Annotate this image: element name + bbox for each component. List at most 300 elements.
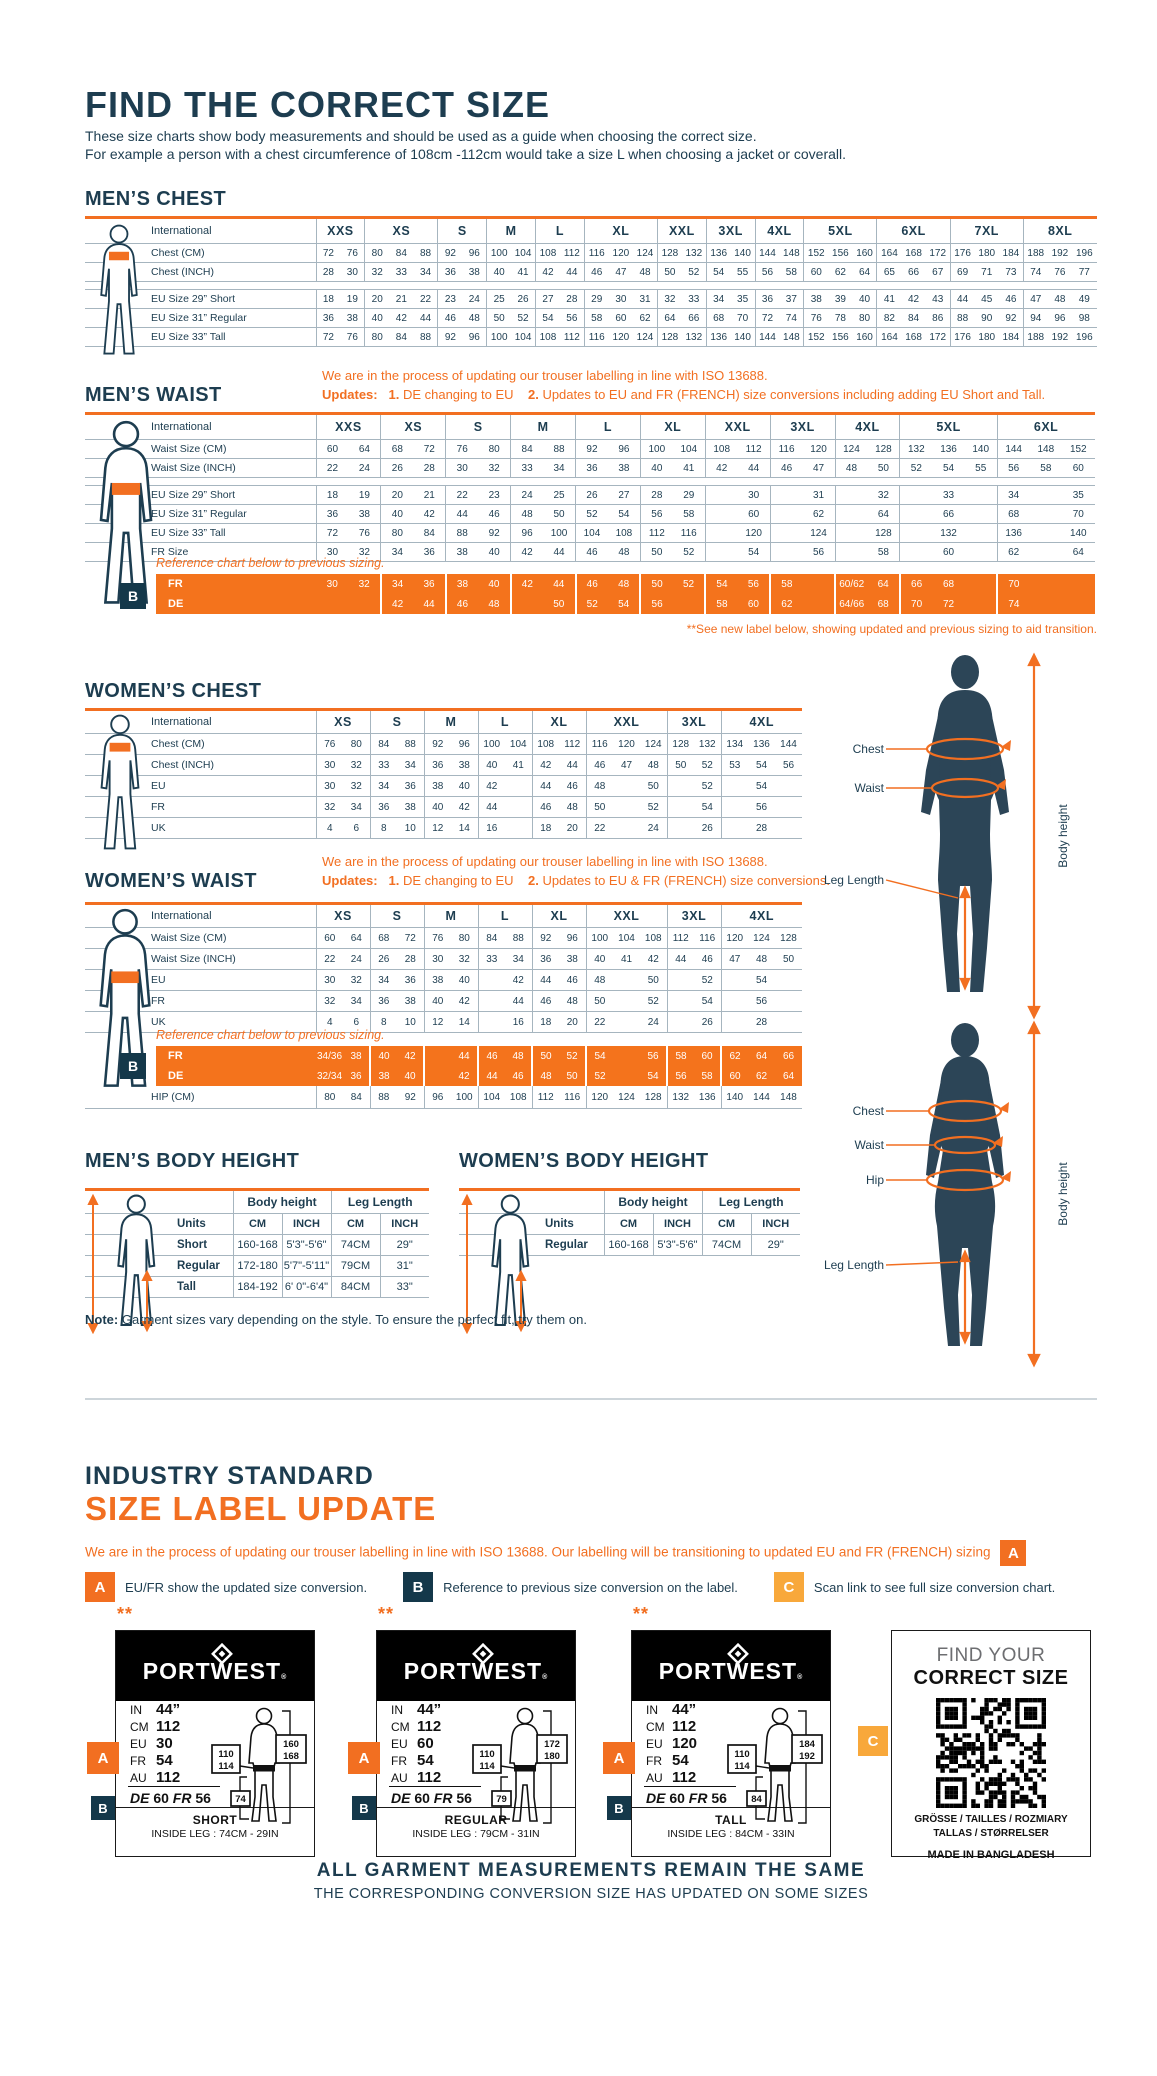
size-value: 48 bbox=[586, 970, 613, 991]
size-value: 18 bbox=[316, 290, 340, 309]
size-value: 38 bbox=[446, 543, 478, 562]
size-value: 50 bbox=[532, 1046, 559, 1066]
size-value: 148 bbox=[779, 244, 803, 263]
size-value: 64 bbox=[343, 928, 370, 949]
size-value: 56 bbox=[803, 543, 835, 562]
size-value: 40 bbox=[478, 574, 510, 594]
size-value: 60/62 bbox=[835, 574, 867, 594]
badge-c: C bbox=[858, 1726, 888, 1756]
size-value: 54 bbox=[694, 991, 721, 1012]
size-value: 36 bbox=[438, 263, 462, 282]
size-value: 24 bbox=[640, 818, 667, 839]
size-value: 72 bbox=[932, 594, 964, 614]
size-value: 47 bbox=[609, 263, 633, 282]
size-value: 40 bbox=[853, 290, 877, 309]
qr-find-text: FIND YOUR bbox=[936, 1645, 1046, 1666]
size-value: 96 bbox=[608, 440, 640, 459]
size-value: 38 bbox=[424, 776, 451, 797]
badge-b: B bbox=[120, 583, 146, 609]
size-value: 56 bbox=[748, 797, 775, 818]
table-row bbox=[85, 928, 802, 949]
size-value bbox=[775, 776, 802, 797]
portwest-logo: PORTWEST® bbox=[116, 1631, 314, 1701]
size-value: 40 bbox=[451, 776, 478, 797]
intro-line-1: These size charts show body measurements and should be used as a guide when choosing the correct size. bbox=[85, 128, 757, 144]
size-value: 176 bbox=[950, 328, 974, 347]
size-value: 67 bbox=[926, 263, 950, 282]
size-value: 52 bbox=[640, 797, 667, 818]
size-column-header: 5XL bbox=[900, 414, 997, 440]
size-value: 58 bbox=[770, 574, 802, 594]
size-value: 54 bbox=[586, 1046, 613, 1066]
size-value: 68 bbox=[370, 928, 397, 949]
size-column-header: S bbox=[446, 414, 511, 440]
size-value: 168 bbox=[901, 328, 925, 347]
size-value: 34 bbox=[370, 970, 397, 991]
mens-body-height-heading: MEN’S BODY HEIGHT bbox=[85, 1150, 300, 1172]
bh-value: 29" bbox=[380, 1235, 429, 1256]
size-value bbox=[705, 543, 737, 562]
size-value: 136 bbox=[706, 244, 730, 263]
size-value: 40 bbox=[424, 991, 451, 1012]
size-value: 38 bbox=[424, 970, 451, 991]
size-value: 46 bbox=[446, 594, 478, 614]
size-value: 136 bbox=[706, 328, 730, 347]
label-size-row: IN 44” bbox=[391, 1701, 442, 1718]
size-value: 32 bbox=[478, 459, 510, 478]
size-value: 94 bbox=[1023, 309, 1047, 328]
badge-a: A bbox=[603, 1742, 635, 1774]
row-label: FR Size bbox=[85, 543, 316, 562]
size-value: 132 bbox=[900, 440, 932, 459]
size-value: 112 bbox=[559, 734, 586, 755]
mens-ref-intro: Reference chart below to previous sizing. bbox=[156, 556, 385, 570]
size-value: 29 bbox=[584, 290, 608, 309]
size-value: 82 bbox=[877, 309, 901, 328]
size-column-header: 6XL bbox=[877, 218, 950, 244]
size-value: 20 bbox=[559, 818, 586, 839]
update-note-line2: Updates: 1. DE changing to EU 2. Updates to EU & FR (FRENCH) size conversions. bbox=[322, 873, 830, 888]
size-value: 30 bbox=[738, 486, 770, 505]
mens-waist-heading: MEN’S WAIST bbox=[85, 384, 222, 406]
size-value: 40 bbox=[478, 755, 505, 776]
size-value: 112 bbox=[640, 524, 672, 543]
bh-value: 29" bbox=[751, 1235, 800, 1256]
size-value: 188 bbox=[1023, 328, 1047, 347]
male-chest-figure-icon bbox=[92, 224, 146, 364]
page-title: FIND THE CORRECT SIZE bbox=[85, 84, 551, 125]
size-value: 14 bbox=[451, 818, 478, 839]
size-value: 50 bbox=[559, 1066, 586, 1086]
size-value: 46 bbox=[505, 1066, 532, 1086]
size-value: 96 bbox=[462, 328, 486, 347]
size-value: 46 bbox=[478, 1046, 505, 1066]
size-value: 48 bbox=[505, 1046, 532, 1066]
size-value bbox=[775, 818, 802, 839]
size-value: 86 bbox=[926, 309, 950, 328]
bh-unit: INCH bbox=[653, 1214, 702, 1235]
size-value: 70 bbox=[900, 594, 932, 614]
female-chest-figure-icon bbox=[92, 714, 148, 859]
size-value: 74 bbox=[997, 594, 1029, 614]
size-value: 33 bbox=[932, 486, 964, 505]
size-value: 120 bbox=[613, 734, 640, 755]
size-value: 38 bbox=[370, 1066, 397, 1086]
size-value: 54 bbox=[608, 594, 640, 614]
label-size-row: AU 112 bbox=[646, 1769, 697, 1786]
womens-previous-sizing-table bbox=[156, 1046, 802, 1086]
size-value: 21 bbox=[389, 290, 413, 309]
womens-hip-row bbox=[85, 1086, 802, 1109]
size-value: 30 bbox=[316, 970, 343, 991]
size-value: 74 bbox=[1023, 263, 1047, 282]
label-size-figure bbox=[210, 1705, 310, 1829]
update-note-line1: We are in the process of updating our trouser labelling in line with ISO 13688. bbox=[322, 854, 768, 869]
size-value: 58 bbox=[705, 594, 737, 614]
badge-b: B bbox=[120, 1053, 146, 1079]
size-value: 22 bbox=[586, 818, 613, 839]
bh-value: 79CM bbox=[331, 1256, 380, 1277]
size-value: 34 bbox=[543, 459, 575, 478]
size-value: 18 bbox=[316, 486, 348, 505]
bh-unit: INCH bbox=[282, 1214, 331, 1235]
size-value: 33 bbox=[478, 949, 505, 970]
table-row bbox=[85, 486, 1095, 505]
row-label: DE bbox=[156, 594, 316, 614]
size-value: 48 bbox=[1048, 290, 1072, 309]
table-row bbox=[85, 776, 802, 797]
mens-waist-table bbox=[85, 412, 1095, 562]
size-value: 124 bbox=[640, 734, 667, 755]
size-value: 134 bbox=[721, 734, 748, 755]
size-value: 36 bbox=[532, 949, 559, 970]
size-value: 38 bbox=[451, 755, 478, 776]
size-label-card-tall bbox=[631, 1630, 831, 1857]
size-value: 77 bbox=[1072, 263, 1096, 282]
size-value bbox=[613, 797, 640, 818]
qr-code bbox=[892, 1698, 1090, 1813]
size-value: 72 bbox=[316, 328, 340, 347]
size-value: 32 bbox=[316, 797, 343, 818]
size-value: 29 bbox=[673, 486, 705, 505]
size-value: 53 bbox=[721, 755, 748, 776]
size-value bbox=[803, 574, 835, 594]
previous-sizing-row bbox=[156, 1046, 802, 1066]
male-figure-label: Leg Length bbox=[823, 873, 884, 887]
size-value bbox=[673, 594, 705, 614]
womens-ref-intro: Reference chart below to previous sizing. bbox=[156, 1028, 385, 1042]
size-column-header: XL bbox=[584, 218, 657, 244]
size-value: 40 bbox=[478, 543, 510, 562]
body-height-label: Body height bbox=[1056, 804, 1070, 868]
womens-waist-heading: WOMEN’S WAIST bbox=[85, 870, 257, 892]
size-value bbox=[1030, 486, 1062, 505]
size-value: 30 bbox=[316, 543, 348, 562]
bh-value: 31" bbox=[380, 1256, 429, 1277]
size-value: 72 bbox=[397, 928, 424, 949]
size-value: 84 bbox=[478, 928, 505, 949]
row-label: EU Size 29” Short bbox=[85, 486, 316, 505]
size-value: 76 bbox=[446, 440, 478, 459]
table-row bbox=[85, 244, 1097, 263]
footer-line1: ALL GARMENT MEASUREMENTS REMAIN THE SAME bbox=[316, 1860, 866, 1881]
size-value: 184 bbox=[999, 244, 1023, 263]
badge-b: B bbox=[403, 1572, 433, 1602]
see-label-note: **See new label below, showing updated and previous sizing to aid transition. bbox=[686, 622, 1097, 636]
size-value: 54 bbox=[705, 574, 737, 594]
svg-text:184: 184 bbox=[799, 1739, 815, 1750]
size-value: 41 bbox=[511, 263, 535, 282]
size-value: 26 bbox=[694, 818, 721, 839]
size-value: 56 bbox=[775, 755, 802, 776]
size-value: 140 bbox=[731, 244, 755, 263]
legend-item bbox=[85, 1572, 367, 1602]
portwest-logo: PORTWEST® bbox=[632, 1631, 830, 1701]
size-value: 70 bbox=[731, 309, 755, 328]
label-size-row: FR 54 bbox=[391, 1752, 434, 1769]
size-value: 74 bbox=[779, 309, 803, 328]
row-label: FR bbox=[156, 574, 316, 594]
size-value: 144 bbox=[755, 328, 779, 347]
size-value: 30 bbox=[316, 574, 348, 594]
size-value bbox=[613, 991, 640, 1012]
mens-chest-size-table bbox=[85, 216, 1097, 347]
size-value: 176 bbox=[950, 244, 974, 263]
size-value: 132 bbox=[694, 734, 721, 755]
size-value: 112 bbox=[738, 440, 770, 459]
table-row bbox=[85, 818, 802, 839]
size-value: 168 bbox=[901, 244, 925, 263]
size-value: 124 bbox=[613, 1086, 640, 1109]
size-value: 80 bbox=[451, 928, 478, 949]
size-value: 54 bbox=[608, 505, 640, 524]
row-label: UK bbox=[85, 818, 316, 839]
size-value: 46 bbox=[694, 949, 721, 970]
size-value bbox=[900, 543, 932, 562]
previous-size-line: DE 60 FR 56 bbox=[646, 1790, 727, 1806]
size-column-header: XL bbox=[640, 414, 705, 440]
size-value: 52 bbox=[900, 459, 932, 478]
size-value bbox=[721, 970, 748, 991]
size-value: 28 bbox=[560, 290, 584, 309]
size-value: 42 bbox=[901, 290, 925, 309]
size-value: 88 bbox=[446, 524, 478, 543]
size-value: 88 bbox=[505, 928, 532, 949]
womens-chest-heading: WOMEN’S CHEST bbox=[85, 680, 262, 702]
size-value: 92 bbox=[438, 328, 462, 347]
size-value bbox=[835, 524, 867, 543]
size-value: 62 bbox=[748, 1066, 775, 1086]
size-value: 112 bbox=[532, 1086, 559, 1109]
size-value: 96 bbox=[451, 734, 478, 755]
size-value: 144 bbox=[775, 734, 802, 755]
size-value: 19 bbox=[340, 290, 364, 309]
previous-sizing-row bbox=[156, 594, 1095, 614]
size-value bbox=[667, 776, 694, 797]
size-value: 44 bbox=[505, 991, 532, 1012]
row-label: FR bbox=[85, 797, 316, 818]
label-size-row: CM 112 bbox=[391, 1718, 442, 1735]
size-value: 56 bbox=[755, 263, 779, 282]
size-value: 30 bbox=[316, 755, 343, 776]
size-value: 42 bbox=[511, 543, 543, 562]
size-value: 60 bbox=[932, 543, 964, 562]
size-value bbox=[667, 991, 694, 1012]
size-value: 62 bbox=[997, 543, 1029, 562]
size-value bbox=[835, 486, 867, 505]
svg-text:84: 84 bbox=[751, 1794, 762, 1805]
size-value: 80 bbox=[365, 328, 389, 347]
table-row bbox=[85, 290, 1097, 309]
size-value: 54 bbox=[694, 797, 721, 818]
size-value bbox=[1030, 594, 1062, 614]
size-value: 64 bbox=[867, 574, 899, 594]
row-label: Waist Size (CM) bbox=[85, 928, 316, 949]
size-column-header: L bbox=[478, 904, 532, 928]
size-value: 120 bbox=[609, 328, 633, 347]
size-value: 88 bbox=[370, 1086, 397, 1109]
table-row bbox=[85, 478, 1095, 486]
size-value: 156 bbox=[828, 328, 852, 347]
table-row bbox=[85, 949, 802, 970]
size-value: 152 bbox=[1062, 440, 1094, 459]
size-column-header: XS bbox=[365, 218, 438, 244]
size-column-header: 5XL bbox=[804, 218, 877, 244]
previous-sizing-row bbox=[156, 574, 1095, 594]
size-value: 46 bbox=[770, 459, 802, 478]
size-value: 116 bbox=[584, 244, 608, 263]
size-value: 44 bbox=[478, 797, 505, 818]
male-figure-label: Chest bbox=[852, 742, 884, 756]
mens-waist-update-note bbox=[322, 366, 1045, 404]
svg-text:192: 192 bbox=[799, 1751, 815, 1762]
size-value: 66 bbox=[901, 263, 925, 282]
size-value: 48 bbox=[608, 574, 640, 594]
size-value: 104 bbox=[613, 928, 640, 949]
size-value: 30 bbox=[446, 459, 478, 478]
size-value: 98 bbox=[1072, 309, 1096, 328]
size-column-header: 7XL bbox=[950, 218, 1023, 244]
size-value: 184 bbox=[999, 328, 1023, 347]
size-value bbox=[770, 486, 802, 505]
size-value bbox=[505, 818, 532, 839]
size-value: 25 bbox=[487, 290, 511, 309]
table-corner-label: International bbox=[85, 710, 316, 734]
womens-chest-size-table bbox=[85, 708, 802, 839]
size-value: 152 bbox=[804, 328, 828, 347]
size-value: 36 bbox=[370, 797, 397, 818]
size-value: 40 bbox=[424, 797, 451, 818]
size-value: 36 bbox=[397, 970, 424, 991]
size-value: 116 bbox=[770, 440, 802, 459]
row-label: Chest (CM) bbox=[85, 734, 316, 755]
badge-a: A bbox=[87, 1742, 119, 1774]
size-value: 21 bbox=[413, 486, 445, 505]
size-value: 136 bbox=[932, 440, 964, 459]
size-value: 31 bbox=[803, 486, 835, 505]
qr-languages: GRÖSSE / TAILLES / ROZMIARY TALLAS / STØRRELSER bbox=[914, 1814, 1068, 1839]
badge-a: A bbox=[1000, 1540, 1026, 1566]
person-outline-icon bbox=[92, 714, 148, 854]
size-value: 30 bbox=[316, 776, 343, 797]
bh-value: 184-192 bbox=[233, 1277, 282, 1298]
size-value bbox=[965, 505, 997, 524]
table-row bbox=[85, 505, 1095, 524]
size-value: 38 bbox=[397, 991, 424, 1012]
size-value bbox=[775, 991, 802, 1012]
size-column-header: M bbox=[487, 218, 536, 244]
label-size-row: IN 44” bbox=[130, 1701, 181, 1718]
size-column-header: XXL bbox=[657, 218, 706, 244]
size-value: 24 bbox=[511, 486, 543, 505]
table-row bbox=[85, 1086, 802, 1109]
womens-body-height-heading: WOMEN’S BODY HEIGHT bbox=[459, 1150, 709, 1172]
legend-text: Reference to previous size conversion on the label. bbox=[443, 1579, 738, 1595]
size-value: 55 bbox=[731, 263, 755, 282]
size-value: 60 bbox=[738, 505, 770, 524]
size-value: 50 bbox=[586, 991, 613, 1012]
size-value: 104 bbox=[478, 1086, 505, 1109]
size-value: 23 bbox=[438, 290, 462, 309]
female-figure-label: Hip bbox=[865, 1173, 884, 1187]
size-value: 124 bbox=[748, 928, 775, 949]
size-value: 33 bbox=[511, 459, 543, 478]
size-value: 32 bbox=[451, 949, 478, 970]
size-value: 164 bbox=[877, 244, 901, 263]
male-silhouette bbox=[828, 652, 1073, 1020]
garment-note: Note: Garment sizes vary depending on the style. To ensure the perfect fit, try them on. bbox=[85, 1312, 587, 1327]
womens-hip-table bbox=[85, 1086, 802, 1109]
bh-unit: INCH bbox=[380, 1214, 429, 1235]
table-row bbox=[85, 328, 1097, 347]
row-label: Waist Size (CM) bbox=[85, 440, 316, 459]
size-value: 10 bbox=[397, 818, 424, 839]
mens-ref-rows bbox=[156, 574, 1095, 614]
size-value bbox=[613, 1012, 640, 1033]
size-value: 58 bbox=[1030, 459, 1062, 478]
size-value: 76 bbox=[1048, 263, 1072, 282]
table-corner-label: International bbox=[85, 218, 316, 244]
size-value: 16 bbox=[478, 818, 505, 839]
size-value: 33 bbox=[389, 263, 413, 282]
size-value: 38 bbox=[446, 574, 478, 594]
size-value bbox=[505, 776, 532, 797]
size-value: 44 bbox=[559, 755, 586, 776]
size-value: 50 bbox=[640, 543, 672, 562]
size-value bbox=[1030, 574, 1062, 594]
size-value: 34 bbox=[397, 755, 424, 776]
size-value: 44 bbox=[532, 776, 559, 797]
size-value: 60 bbox=[721, 1066, 748, 1086]
card-stars: ** bbox=[633, 1604, 650, 1624]
size-value: 54 bbox=[748, 970, 775, 991]
size-value: 26 bbox=[370, 949, 397, 970]
badge-a: A bbox=[348, 1742, 380, 1774]
row-label: EU Size 33” Tall bbox=[85, 328, 316, 347]
size-value: 49 bbox=[1072, 290, 1096, 309]
size-value bbox=[1030, 505, 1062, 524]
size-value: 28 bbox=[413, 459, 445, 478]
size-column-header: XXL bbox=[705, 414, 770, 440]
size-value: 38 bbox=[804, 290, 828, 309]
size-value: 38 bbox=[348, 505, 380, 524]
size-value: 50 bbox=[657, 263, 681, 282]
size-value: 28 bbox=[316, 263, 340, 282]
size-value: 44 bbox=[667, 949, 694, 970]
size-value: 46 bbox=[532, 797, 559, 818]
size-value bbox=[965, 543, 997, 562]
portwest-diamond-icon bbox=[211, 1643, 233, 1663]
